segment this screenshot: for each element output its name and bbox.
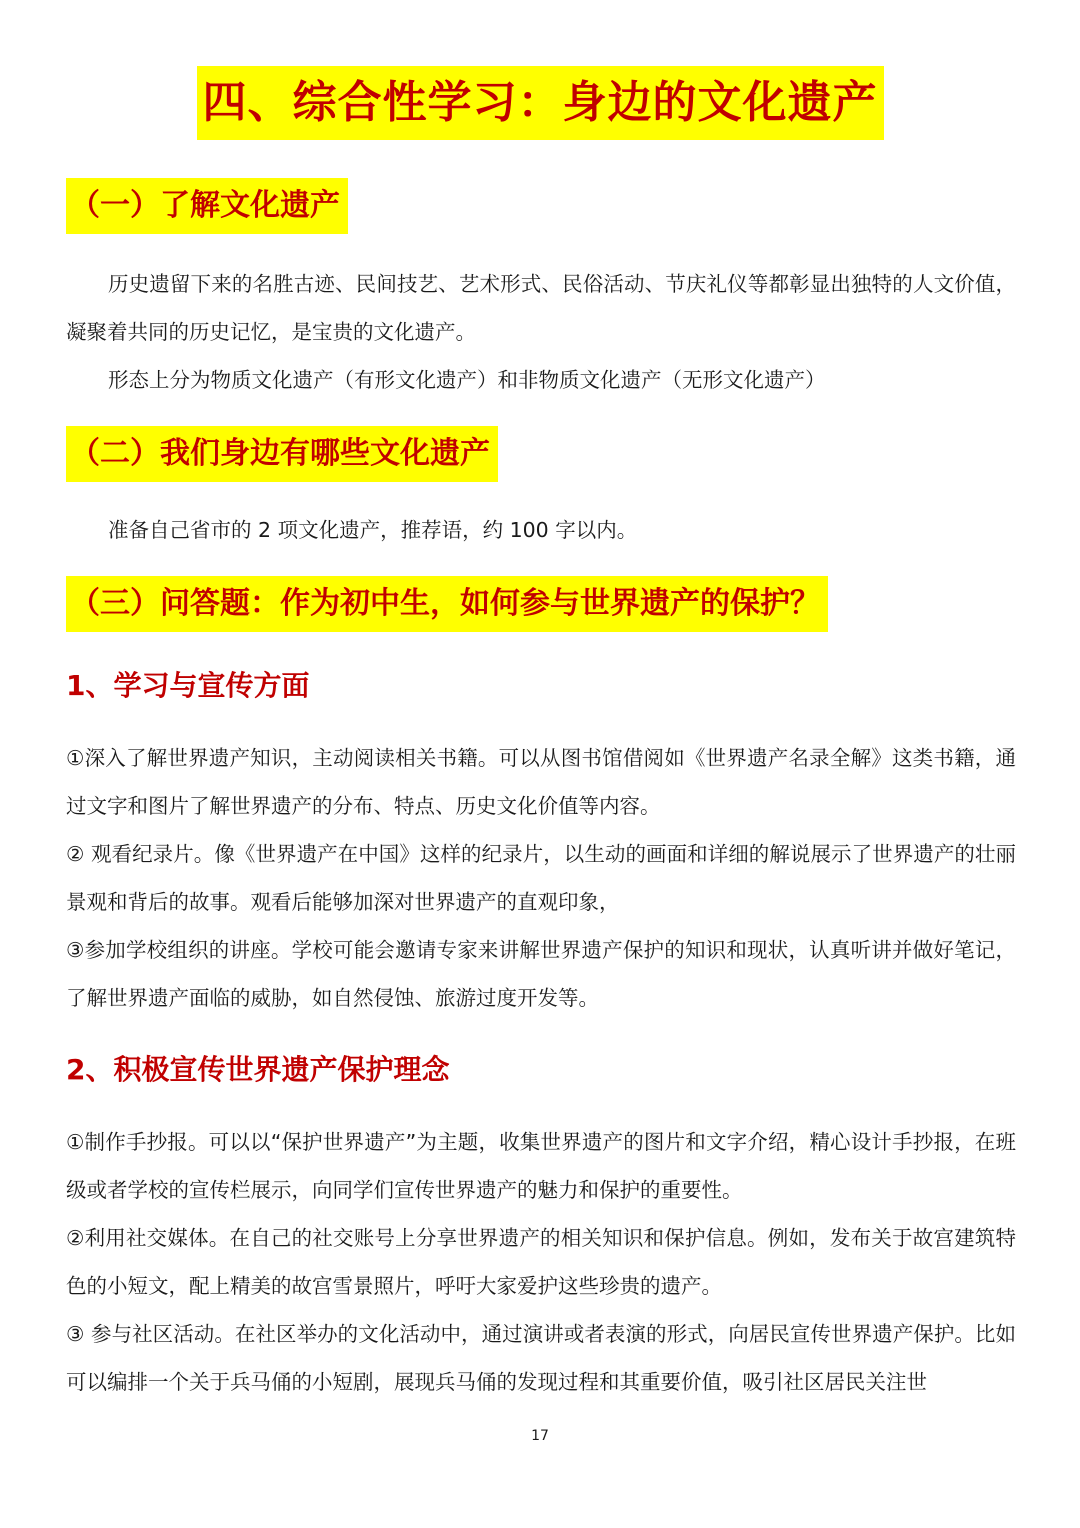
subsection-heading-promote-protection: 2、积极宣传世界遗产保护理念 xyxy=(66,1053,450,1086)
page-number: 17 xyxy=(531,1428,549,1444)
main-title: 四、综合性学习：身边的文化遗产 xyxy=(197,66,884,140)
section-heading-qa: （三）问答题：作为初中生，如何参与世界遗产的保护？ xyxy=(66,576,828,632)
study-item-2: ② 观看纪录片。像《世界遗产在中国》这样的纪录片，以生动的画面和详细的解说展示了世界遗产的壮丽景观和背后的故事。观看后能够加深对世界遗产的直观印象， xyxy=(66,842,1016,914)
promote-item-3: ③ 参与社区活动。在社区举办的文化活动中，通过演讲或者表演的形式，向居民宣传世界遗产保护。比如可以编排一个关于兵马俑的小短剧，展现兵马俑的发现过程和其重要价值，吸引社区居民关注世 xyxy=(66,1322,1016,1394)
section2-paragraph-1: 准备自己省市的 2 项文化遗产，推荐语，约 100 字以内。 xyxy=(108,518,638,542)
subsection-heading-study-promote: 1、学习与宣传方面 xyxy=(66,669,310,702)
main-title-wrap xyxy=(0,66,1080,140)
promote-item-1: ①制作手抄报。可以以“保护世界遗产”为主题，收集世界遗产的图片和文字介绍，精心设计手抄报，在班级或者学校的宣传栏展示，向同学们宣传世界遗产的魅力和保护的重要性。 xyxy=(66,1130,1016,1202)
section-heading-understand-heritage: （一）了解文化遗产 xyxy=(66,178,348,234)
section1-paragraph-1: 历史遗留下来的名胜古迹、民间技艺、艺术形式、民俗活动、节庆礼仪等都彰显出独特的人文价值，凝聚着共同的历史记忆，是宝贵的文化遗产。 xyxy=(66,272,1016,344)
section1-paragraph-2: 形态上分为物质文化遗产（有形文化遗产）和非物质文化遗产（无形文化遗产） xyxy=(108,368,826,392)
promote-item-2: ②利用社交媒体。在自己的社交账号上分享世界遗产的相关知识和保护信息。例如，发布关于故宫建筑特色的小短文，配上精美的故宫雪景照片，呼吁大家爱护这些珍贵的遗产。 xyxy=(66,1226,1016,1298)
study-item-3: ③参加学校组织的讲座。学校可能会邀请专家来讲解世界遗产保护的知识和现状，认真听讲并做好笔记，了解世界遗产面临的威胁，如自然侵蚀、旅游过度开发等。 xyxy=(66,938,1016,1010)
section-heading-local-heritage: （二）我们身边有哪些文化遗产 xyxy=(66,426,498,482)
study-item-1: ①深入了解世界遗产知识，主动阅读相关书籍。可以从图书馆借阅如《世界遗产名录全解》这类书籍，通过文字和图片了解世界遗产的分布、特点、历史文化价值等内容。 xyxy=(66,746,1016,818)
